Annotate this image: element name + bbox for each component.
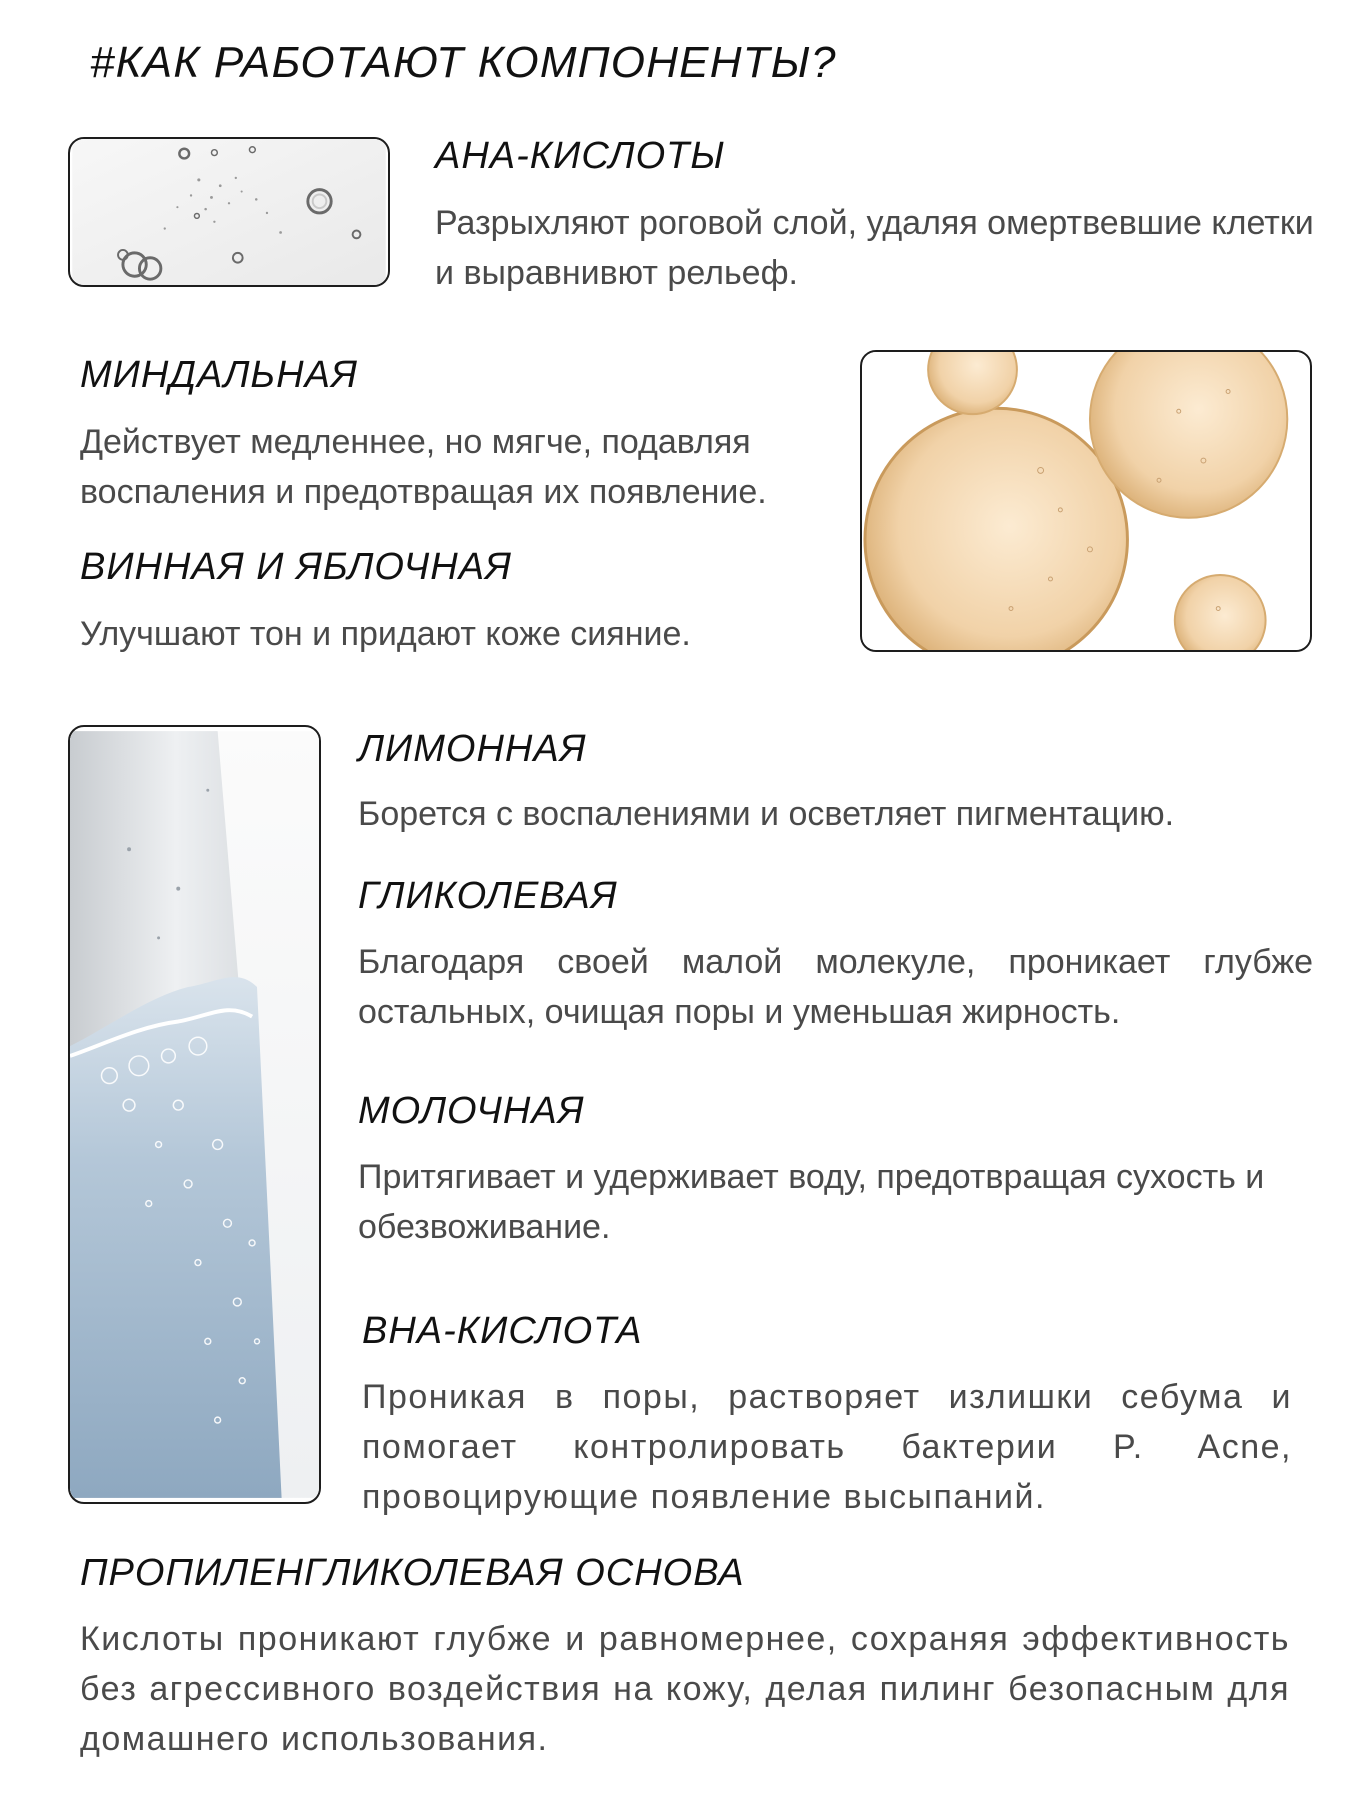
bha-heading: ВНА-КИСЛОТА bbox=[362, 1310, 643, 1352]
water-splash-image bbox=[68, 725, 321, 1504]
mandelic-text: Действует медленнее, но мягче, подавляя воспаления и предотвращая их появление. bbox=[80, 423, 767, 511]
lactic-text: Притягивает и удерживает воду, предотвращая сухость и обезвоживание. bbox=[358, 1158, 1265, 1246]
citric-text: Борется с воспалениями и осветляет пигментацию. bbox=[358, 795, 1175, 833]
bubbles-image bbox=[68, 137, 390, 287]
base-text: Кислоты проникают глубже и равномернее, сохраняя эффективность без агрессивного воздействия на кожу, делая пилинг безопасным для домашнего использования. bbox=[80, 1620, 1290, 1758]
page-title: #КАК РАБОТАЮТ КОМПОНЕНТЫ? bbox=[90, 38, 837, 87]
citric-heading: ЛИМОННАЯ bbox=[358, 728, 587, 770]
aha-heading: АНА-КИСЛОТЫ bbox=[435, 135, 726, 177]
glycolic-text: Благодаря своей малой молекуле, проникает глубже остальных, очищая поры и уменьшая жирность. bbox=[358, 943, 1313, 1031]
tartaric-malic-heading: ВИННАЯ И ЯБЛОЧНАЯ bbox=[80, 546, 512, 588]
oil-drops-image bbox=[860, 350, 1312, 652]
tartaric-malic-text: Улучшают тон и придают коже сияние. bbox=[80, 615, 691, 653]
mandelic-heading: МИНДАЛЬНАЯ bbox=[80, 354, 358, 396]
aha-text: Разрыхляют роговой слой, удаляя омертвевшие клетки и выравнивют рельеф. bbox=[435, 204, 1314, 292]
bha-text: Проникая в поры, растворяет излишки себума и помогает контролировать бактерии P. Acne, провоцирующие появление высыпаний. bbox=[362, 1378, 1292, 1516]
base-heading: ПРОПИЛЕНГЛИКОЛЕВАЯ ОСНОВА bbox=[80, 1552, 745, 1594]
glycolic-heading: ГЛИКОЛЕВАЯ bbox=[358, 875, 618, 917]
lactic-heading: МОЛОЧНАЯ bbox=[358, 1090, 585, 1132]
